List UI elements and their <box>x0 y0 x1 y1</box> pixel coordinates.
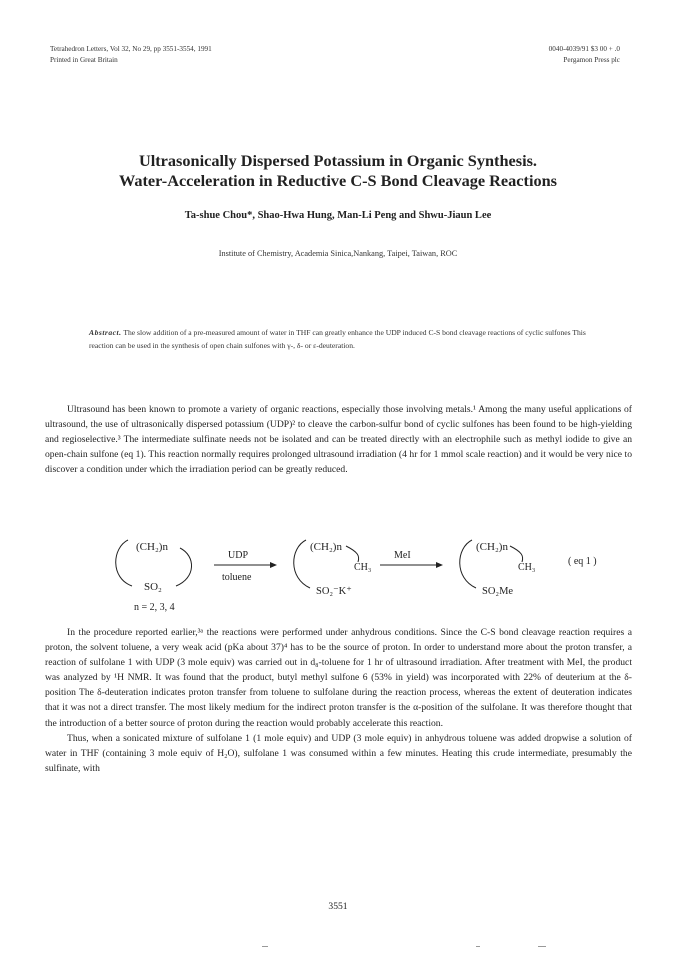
body-section-intro <box>45 402 632 477</box>
intermediate-chain-right <box>346 546 359 562</box>
issn-price-line: 0040-4039/91 $3 00 + .0 <box>548 45 620 53</box>
arrow1-solvent: toluene <box>222 572 252 583</box>
printed-in-line: Printed in Great Britain <box>50 55 118 64</box>
paragraph-1: Ultrasound has been known to promote a variety of organic reactions, especially those involving metals.¹ Among the many useful applications of ultrasound, the use of ultrasonically dispersed potassium (UDP)² to cleave the carbon-sulfur bond of cyclic sulfones has been found to be high-yielding and regioselective.³ The intermediate sulfinate needs not be isolated and can be treated directly with an electrophile such as methyl iodide to give an open-chain sulfone (eq 1). This reaction normally requires prolonged ultrasound irradiation (4 hr for 1 mmol scale reaction) and it would be very nice to discover a condition under which the irradiation period can be greatly reduced. <box>45 404 632 476</box>
paragraph-2: In the procedure reported earlier,³ᵃ the reactions were performed under anhydrous conditions. Since the C-S bond cleavage reaction requires a proton, the solvent toluene, a very weak acid (pKa about 37)⁴ has to be the source of proton. In order to understand more about the proton transfer, a reaction of sulfolane 1 with UDP (3 mole equiv) was carried out in d₈-toluene for 1 hr of ultrasound irradiation. After treatment with MeI, the product was analyzed by ¹H NMR. It was found that the product, butyl methyl sulfone 6 (53% in yield) was incorporated with 22% of deuterium at the δ-position The δ-deuteration indicates proton transfer from toluene to sulfolane during the reaction process, whereas the extent of deuteration indicates that it was not a direct transfer. The most likely medium for the indirect proton transfer is the α-position of the sulfolane. It was therefore thought that the introduction of a better source of proton during the reaction would probably accelerate this reaction. <box>45 627 632 729</box>
reaction-scheme-svg <box>110 534 610 614</box>
arrow2-reagent: MeI <box>394 550 411 561</box>
author-list: Ta-shue Chou*, Shao-Hwa Hung, Man-Li Peng and Shwu-Jiaun Lee <box>184 210 492 221</box>
equation-label: ( eq 1 ) <box>568 556 597 567</box>
intermediate-ch3: CH₃ <box>354 562 372 573</box>
publisher-info <box>549 44 620 65</box>
product-ch2n: (CH₂)n <box>476 541 508 553</box>
intermediate-ch2n: (CH₂)n <box>310 541 342 553</box>
scan-mark <box>538 946 546 947</box>
scan-mark <box>476 946 480 947</box>
abstract-text: The slow addition of a pre-measured amount of water in THF can greatly enhance the UDP induced C-S bond cleavage reactions of cyclic sulfones This reaction can be used in the synthesis of open chain sulfones with γ-, δ- or ε-deuteration. <box>89 328 586 350</box>
reactant-so2: SO₂ <box>144 581 162 593</box>
arrow1-head <box>270 562 277 568</box>
abstract-label: Abstract. <box>89 328 122 337</box>
intermediate-so2k: SO₂⁻K⁺ <box>316 586 352 597</box>
reactant-ring-right-arc <box>176 548 192 586</box>
publisher-line: Pergamon Press plc <box>563 55 620 64</box>
reactant-ring-left-arc <box>116 540 132 586</box>
citation-line: Tetrahedron Letters, Vol 32, No 29, pp 3551-3554, 1991 <box>50 45 212 53</box>
intermediate-chain-left <box>294 540 310 588</box>
scan-mark <box>262 946 268 947</box>
abstract <box>89 326 609 352</box>
product-so2me: SO₂Me <box>482 586 514 597</box>
title-line-1: Ultrasonically Dispersed Potassium in Organic Synthesis. <box>138 151 537 170</box>
paragraph-3: Thus, when a sonicated mixture of sulfolane 1 (1 mole equiv) and UDP (3 mole equiv) in anhydrous toluene was added dropwise a solution of water in THF (containing 3 mole equiv of H₂O), sulfolane 1 was consumed within a few minutes. Heating this crude intermediate, presumably the sulfinate, with <box>45 732 632 774</box>
product-ch3: CH₃ <box>518 562 536 573</box>
reactant-ch2n: (CH₂)n <box>136 541 168 553</box>
arrow1-reagent: UDP <box>228 550 249 561</box>
paper-title <box>40 151 636 191</box>
reaction-scheme-eq1 <box>110 534 610 614</box>
journal-citation <box>50 44 212 65</box>
product-chain-right <box>510 546 523 562</box>
body-section-proton-transfer <box>45 625 632 776</box>
n-values: n = 2, 3, 4 <box>134 602 175 613</box>
page-number: 3551 <box>328 901 348 912</box>
affiliation: Institute of Chemistry, Academia Sinica,Nankang, Taipei, Taiwan, ROC <box>218 249 458 258</box>
product-chain-left <box>460 540 476 588</box>
title-line-2: Water-Acceleration in Reductive C-S Bond Cleavage Reactions <box>118 171 557 190</box>
arrow2-head <box>436 562 443 568</box>
